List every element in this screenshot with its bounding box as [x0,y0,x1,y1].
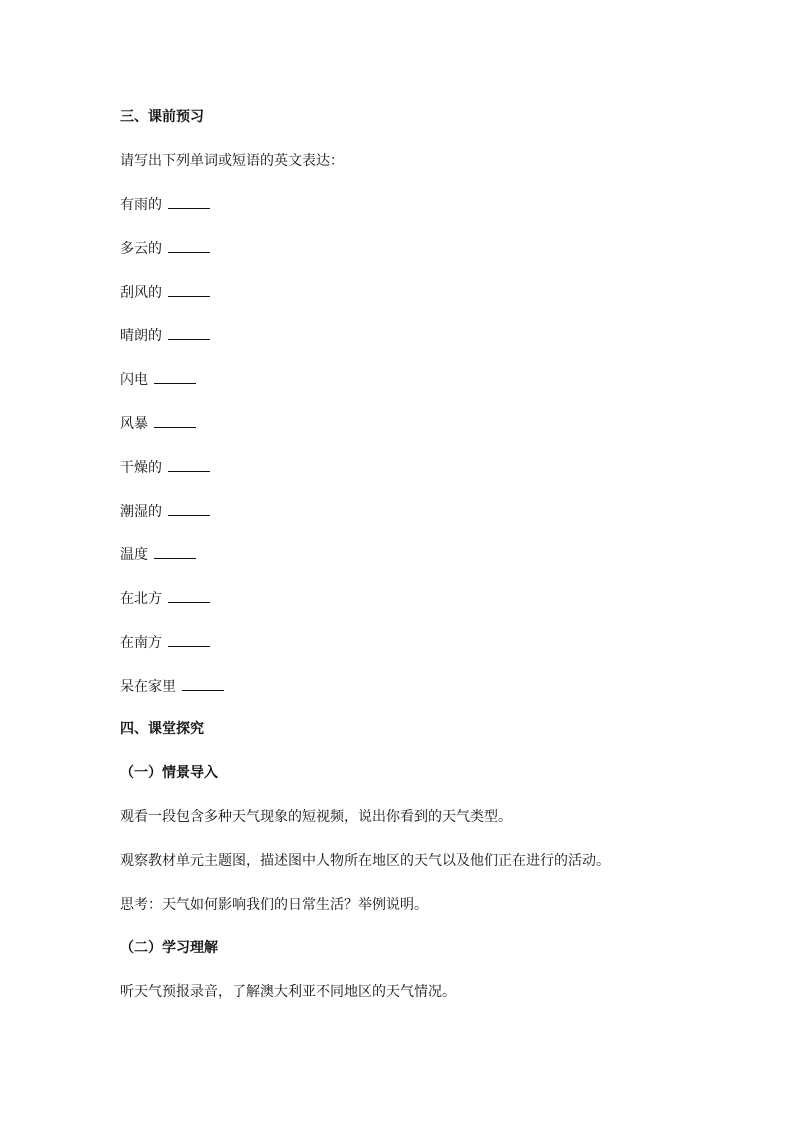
paragraph: 观察教材单元主题图，描述图中人物所在地区的天气以及他们正在进行的活动。 [120,853,610,869]
vocab-item [120,414,196,434]
vocab-item-label: 闪电 [120,372,148,388]
vocab-item [120,195,210,215]
answer-blank[interactable] [168,633,210,647]
vocab-item-label: 潮湿的 [120,504,162,520]
answer-blank[interactable] [168,239,210,253]
vocab-item [120,283,210,303]
vocab-item [120,326,210,346]
vocab-item-label: 刮风的 [120,285,162,301]
answer-blank[interactable] [168,589,210,603]
vocab-item-label: 有雨的 [120,197,162,213]
section-3-heading: 三、课前预习 [120,109,204,125]
vocab-item [120,502,210,522]
vocab-item [120,633,210,653]
answer-blank[interactable] [182,677,224,691]
answer-blank[interactable] [154,370,196,384]
vocab-item-label: 呆在家里 [120,679,176,695]
vocab-item [120,545,196,565]
vocab-item-label: 在南方 [120,635,162,651]
vocab-item-label: 温度 [120,547,148,563]
vocab-item [120,589,210,609]
vocab-item-label: 晴朗的 [120,328,162,344]
vocab-item [120,370,196,390]
answer-blank[interactable] [154,545,196,559]
vocab-item-label: 在北方 [120,591,162,607]
vocab-item-label: 风暴 [120,416,148,432]
answer-blank[interactable] [168,326,210,340]
vocab-item [120,677,224,697]
paragraph: 听天气预报录音，了解澳大利亚不同地区的天气情况。 [120,984,456,1000]
answer-blank[interactable] [168,195,210,209]
section-3-instruction: 请写出下列单词或短语的英文表达： [120,153,344,169]
answer-blank[interactable] [168,458,210,472]
subsection-2-heading: （二）学习理解 [120,940,218,956]
answer-blank[interactable] [168,502,210,516]
paragraph: 思考：天气如何影响我们的日常生活？举例说明。 [120,897,428,913]
vocab-item [120,239,210,259]
answer-blank[interactable] [154,414,196,428]
answer-blank[interactable] [168,283,210,297]
vocab-item-label: 多云的 [120,241,162,257]
vocab-item [120,458,210,478]
vocab-item-label: 干燥的 [120,460,162,476]
section-4-heading: 四、课堂探究 [120,721,204,737]
paragraph: 观看一段包含多种天气现象的短视频，说出你看到的天气类型。 [120,809,512,825]
subsection-1-heading: （一）情景导入 [120,765,218,781]
